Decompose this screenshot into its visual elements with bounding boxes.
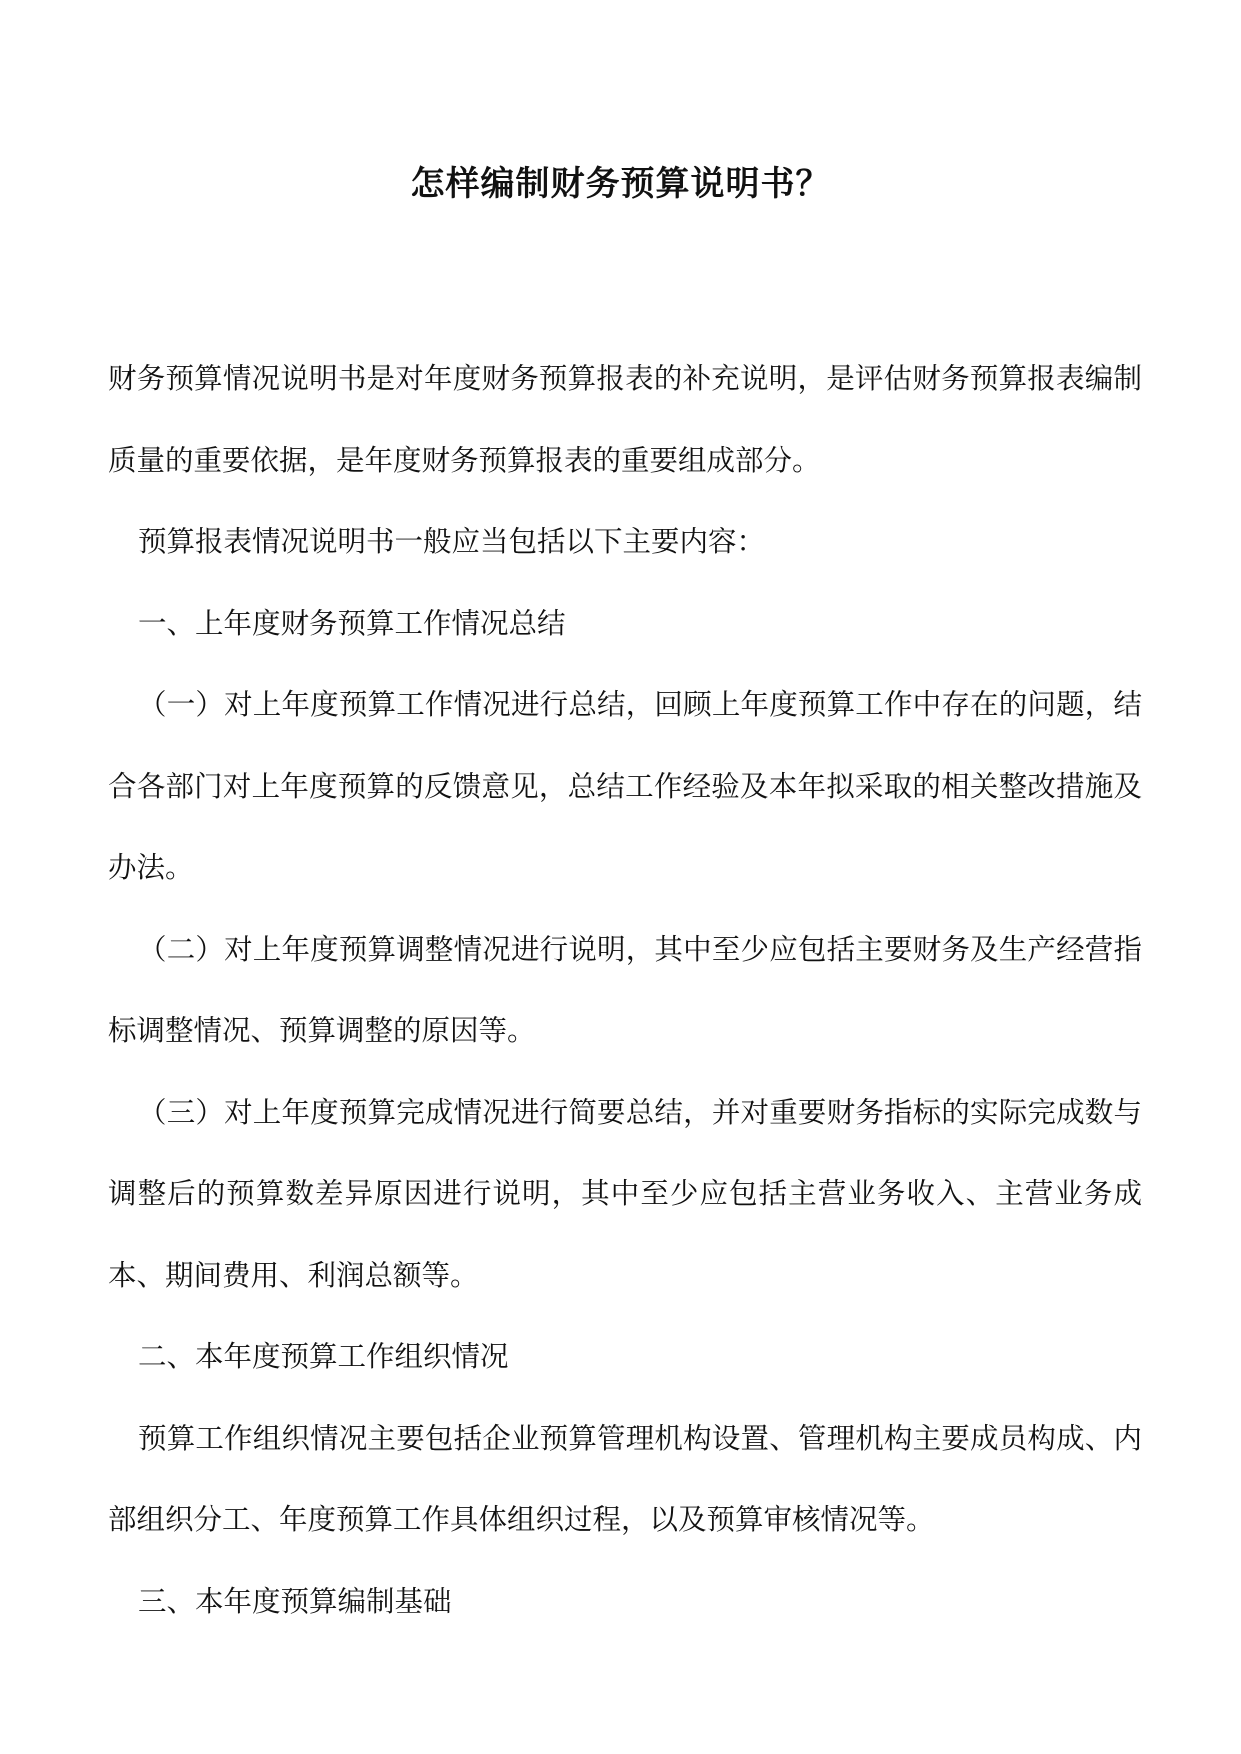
section-heading-2: 二、本年度预算工作组织情况 [138, 1340, 509, 1373]
paragraph-item-1-2: （二）对上年度预算调整情况进行说明，其中至少应包括主要财务及生产经营指标调整情况、预算调整的原因等。 [108, 932, 1142, 1047]
paragraph-item-1-3: （三）对上年度预算完成情况进行简要总结，并对重要财务指标的实际完成数与调整后的预算数差异原因进行说明，其中至少应包括主营业务收入、主营业务成本、期间费用、利润总额等。 [108, 1095, 1142, 1292]
paragraph-intro: 财务预算情况说明书是对年度财务预算报表的补充说明，是评估财务预算报表编制质量的重要依据，是年度财务预算报表的重要组成部分。 [108, 362, 1142, 477]
paragraph-section-2: 预算工作组织情况主要包括企业预算管理机构设置、管理机构主要成员构成、内部组织分工、年度预算工作具体组织过程，以及预算审核情况等。 [108, 1421, 1142, 1536]
section-heading-3: 三、本年度预算编制基础 [138, 1584, 452, 1618]
paragraph-contents-intro: 预算报表情况说明书一般应当包括以下主要内容： [138, 525, 766, 558]
document-title: 怎样编制财务预算说明书？ [410, 164, 831, 204]
section-heading-1: 一、上年度财务预算工作情况总结 [138, 606, 566, 640]
paragraph-item-1-1: （一）对上年度预算工作情况进行总结，回顾上年度预算工作中存在的问题，结合各部门对上年度预算的反馈意见，总结工作经验及本年拟采取的相关整改措施及办法。 [108, 688, 1142, 884]
document-body [108, 338, 1142, 1642]
